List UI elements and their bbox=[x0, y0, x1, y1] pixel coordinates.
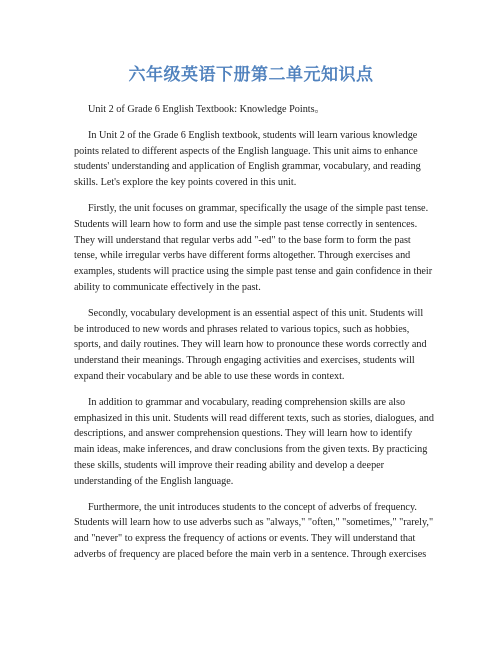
paragraph-vocabulary: Secondly, vocabulary development is an essential aspect of this unit. Students will be introduced to new words and phrases related to various topics, such as hobbies, sports, and daily routines. They will learn how to pronounce these words correctly and understand their meanings. Through engaging activities and exercises, students will expand their vocabulary and be able to use these words in context. bbox=[74, 307, 427, 382]
document-title: 六年级英语下册第二单元知识点 bbox=[128, 65, 374, 85]
paragraph-grammar: Firstly, the unit focuses on grammar, specifically the usage of the simple past tense. Students will learn how to form and use the simple past tense correctly in sentences. They will understand that regular verbs add "-ed" to the base form to form the past tense, while irregular verbs have different forms altogether. Through exercises and examples, students will practice using the simple past tense and gain confidence in their ability to communicate effectively in the past. bbox=[74, 202, 433, 293]
paragraph-reading: In addition to grammar and vocabulary, reading comprehension skills are also emphasized in this unit. Students will read different texts, such as stories, dialogues, and descriptions, and answer comprehension questions. They will learn how to identify main ideas, make inferences, and draw conclusions from the given texts. By practicing these skills, students will improve their reading ability and develop a deeper understanding of the English language. bbox=[74, 396, 434, 487]
paragraph-intro: In Unit 2 of the Grade 6 English textbook, students will learn various knowledge points related to different aspects of the English language. This unit aims to enhance students' understanding and application of English grammar, vocabulary, and reading skills. Let's explore the key points covered in this unit. bbox=[74, 129, 421, 189]
paragraph-subtitle: Unit 2 of Grade 6 English Textbook: Knowledge Points。 bbox=[88, 104, 325, 115]
paragraph-adverbs: Furthermore, the unit introduces students to the concept of adverbs of frequency. Students will learn how to use adverbs such as "always," "often," "sometimes," "rarely," and "never" to express the frequency of actions or events. They will understand that adverbs of frequency are placed before the main verb in a sentence. Through exercises bbox=[74, 501, 434, 560]
document-body bbox=[74, 102, 434, 573]
